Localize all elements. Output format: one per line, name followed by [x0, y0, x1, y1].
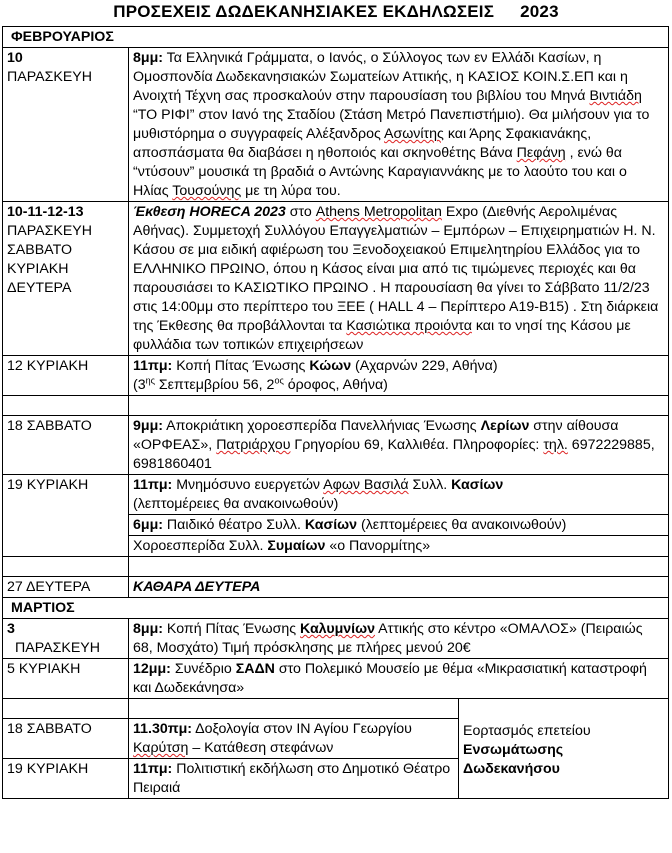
spell-flagged-word: Κασιώτικα προιόντα	[346, 318, 472, 334]
event-text: Γρηγορίου 69, Καλλιθέα. Πληροφορίες:	[290, 437, 544, 453]
spell-flagged-word: Πεφάνη	[516, 145, 566, 161]
event-description	[129, 659, 669, 699]
event-text: – Κατάθεση στεφάνων	[188, 740, 334, 756]
blank-row	[3, 699, 669, 719]
day-name: ΠΑΡΑΣΚΕΥΗ	[7, 69, 92, 85]
event-description	[129, 515, 669, 536]
event-time: 11πμ:	[133, 477, 173, 493]
event-text: στο	[285, 204, 316, 220]
spell-flagged-word: Τουσούνης	[172, 183, 242, 199]
event-row	[3, 202, 669, 356]
empty-cell	[129, 699, 459, 719]
empty-cell	[3, 699, 129, 719]
events-table	[2, 26, 669, 799]
organizer-name: Κώων	[309, 358, 352, 374]
month-row-march	[3, 598, 669, 619]
organizer-name: ΣΑΔΝ	[235, 661, 275, 677]
event-text: στο Πολεμικό Μουσείο με θέμα «Μικρασιατική καταστροφή και Δωδεκάνησα»	[133, 661, 647, 696]
spell-flagged-word: Βιντιάδη	[589, 88, 642, 104]
event-text: στην αίθουσα «ΟΡΦΕΑΣ»,	[133, 418, 619, 453]
event-date	[3, 619, 129, 659]
event-text: Τα Ελληνικά Γράμματα, ο Ιανός, ο Σύλλογος των εν Ελλάδι Κασίων, η Ομοσπονδία Δωδεκανησιακών Σωματείων Αττικής, η ΚΑΣΙΟΣ ΚΟΙΝ.Σ.ΕΠ και η Ανοιχτή Τέχνη σας προσκαλούν στην παρουσίαση του βιβλίου του Μηνά	[133, 50, 628, 104]
spell-flagged-word: Καρύτση	[133, 740, 189, 756]
event-date	[3, 202, 129, 356]
day-name: ΔΕΥΤΕΡΑ	[7, 280, 72, 296]
event-heading: Έκθεση HORECA 2023	[133, 204, 286, 220]
event-text: , ενώ θα “ντύσουν” μουσικά τη βραδιά ο Αντώνης Καραγιαννάκης με το λαούτο του και ο Ηλίας	[133, 145, 627, 199]
event-time: 6μμ:	[133, 517, 163, 533]
day-name: ΠΑΡΑΣΚΕΥΗ	[7, 223, 92, 239]
event-text: Κοπή Πίτας Ένωσης	[172, 358, 310, 374]
page-title	[0, 2, 672, 22]
event-text: Expo (Διεθνής Αερολιμένας Αθήνας). Συμμετοχή Συλλόγου Επαγγελματιών – Εμπόρων – Επιχειρηματιών Η. Ν. Κάσου σε μια ειδική αφιέρωση του Ξενοδοχειακού Επιμελητηρίου Ελλάδος για το ΕΛΛΗΝΙΚΟ ΠΡΩΙΝΟ, όπου η Κάσος είναι μια από τις τιμώμενες περιοχές και θα παρουσιάσει το ΚΑΣΙΩΤΙΚΟ ΠΡΩΙΝΟ . Η παρουσίαση θα γίνει το Σάββατο 11/2/23 στις 14:00μμ στο περίπτερο του ΞΕΕ ( HALL 4 – Περίπτερο Α19-Β15) . Στη διάρκεια της Έκθεσης θα προβάλλονται τα	[133, 204, 659, 334]
event-text: (λεπτομέρειες θα ανακοινωθούν)	[357, 517, 567, 533]
day-name: ΠΑΡΑΣΚΕΥΗ	[15, 640, 100, 656]
event-date: 12 ΚΥΡΙΑΚΗ	[3, 356, 129, 396]
event-time: 12μμ:	[133, 661, 171, 677]
ordinal-suffix: ος	[274, 375, 284, 386]
event-text: (Αχαρνών 229, Αθήνα)	[351, 358, 498, 374]
blank-row	[3, 557, 669, 577]
event-row	[3, 475, 669, 515]
spell-flagged-word: Athens Metropolitan	[315, 204, 442, 220]
anniversary-line: Ενσωμάτωσης	[463, 742, 564, 758]
day-name: ΣΑΒΒΑΤΟ	[7, 242, 73, 258]
event-date: 18 ΣΑΒΒΑΤΟ	[3, 416, 129, 475]
ordinal-suffix: ης	[145, 375, 155, 386]
event-text: Χοροεσπερίδα Συλλ.	[133, 538, 268, 554]
event-text: 6972229885, 6981860401	[133, 437, 655, 472]
anniversary-line: Δωδεκανήσου	[463, 761, 560, 777]
organizer-name: Κασίων	[304, 517, 358, 533]
event-time: 9μμ:	[133, 418, 163, 434]
event-text: Δοξολογία στον ΙΝ Αγίου Γεωργίου	[192, 721, 412, 737]
event-text: (λεπτομέρειες θα ανακοινωθούν)	[133, 496, 339, 512]
event-text: Συλλ.	[408, 477, 452, 493]
event-description	[129, 356, 669, 396]
organizer-name: Συμαίων	[267, 538, 326, 554]
empty-cell	[129, 396, 669, 416]
event-date: 5 ΚΥΡΙΑΚΗ	[3, 659, 129, 699]
day-range: 10-11-12-13	[7, 204, 84, 220]
event-row	[3, 659, 669, 699]
event-date: 19 ΚΥΡΙΑΚΗ	[3, 475, 129, 557]
event-date: 27 ΔΕΥΤΕΡΑ	[3, 577, 129, 598]
event-date	[3, 48, 129, 202]
event-row	[3, 619, 669, 659]
spell-flagged-word: τηλ.	[543, 437, 568, 453]
event-text: (3	[133, 377, 146, 393]
spell-flagged-word: Αφων Βασιλά	[323, 477, 409, 493]
event-description	[129, 536, 669, 557]
day-number: 3	[7, 621, 15, 637]
event-time: 11.30πμ:	[133, 721, 192, 737]
event-time: 11πμ:	[133, 761, 173, 777]
event-description: ΚΑΘΑΡΑ ΔΕΥΤΕΡΑ	[129, 577, 669, 598]
event-description	[129, 202, 669, 356]
event-row	[3, 48, 669, 202]
empty-cell	[3, 557, 129, 577]
event-text: Πολιτιστική εκδήλωση στο Δημοτικό Θέατρο Πειραιά	[133, 761, 451, 796]
event-date: 18 ΣΑΒΒΑΤΟ	[3, 719, 129, 759]
organizer-name: Λερίων	[480, 418, 530, 434]
event-date: 19 ΚΥΡΙΑΚΗ	[3, 759, 129, 799]
event-text: και το νησί της Κάσου με φυλλάδια των τοπικών επιχειρήσεων	[133, 318, 631, 353]
title-text: ΠΡΟΣΕΧΕΙΣ ΔΩΔΕΚΑΝΗΣΙΑΚΕΣ ΕΚΔΗΛΩΣΕΙΣ	[113, 2, 495, 21]
events-document	[2, 26, 668, 799]
anniversary-note	[459, 699, 669, 799]
organizer-name: Κασίων	[451, 477, 504, 493]
blank-row	[3, 396, 669, 416]
spell-flagged-word: Πατριάρχου	[216, 437, 291, 453]
event-description	[129, 619, 669, 659]
event-time: 11πμ:	[133, 358, 173, 374]
event-description	[129, 719, 459, 759]
event-text: Παιδικό θέατρο Συλλ.	[162, 517, 305, 533]
month-label-february: ΦΕΒΡΟΥΑΡΙΟΣ	[3, 27, 669, 48]
spell-flagged-word: Ασωνίτης	[384, 126, 444, 142]
event-text: Σεπτεμβρίου 56, 2	[154, 377, 275, 393]
event-description	[129, 759, 459, 799]
day-number: 10	[7, 50, 23, 66]
event-text: όροφος, Αθήνα)	[283, 377, 388, 393]
event-text: Αποκριάτικη χοροεσπερίδα Πανελλήνιας Ένωσης	[162, 418, 481, 434]
event-text: Συνέδριο	[170, 661, 236, 677]
title-year: 2023	[520, 2, 559, 21]
empty-cell	[3, 396, 129, 416]
event-time: 8μμ:	[133, 50, 163, 66]
month-row-february	[3, 27, 669, 48]
event-row	[3, 416, 669, 475]
organizer-name: Καλυμνίων	[300, 621, 375, 637]
event-description	[129, 48, 669, 202]
event-text: “ΤΟ ΡΙΦΙ” στον Ιανό της Σταδίου (Στάση Μετρό Πανεπιστήμιο). Θα μιλήσουν για το μυθιστόρημα ο συγγραφείς Αλέξανδρος	[133, 107, 650, 142]
event-description	[129, 416, 669, 475]
event-text: «ο Πανορμίτης»	[325, 538, 431, 554]
event-text: Κοπή Πίτας Ένωσης	[162, 621, 301, 637]
event-row	[3, 356, 669, 396]
month-label-march: ΜΑΡΤΙΟΣ	[3, 598, 669, 619]
event-time: 8μμ:	[133, 621, 163, 637]
event-text: Μνημόσυνο ευεργετών	[172, 477, 324, 493]
event-description	[129, 475, 669, 515]
spacer	[463, 700, 664, 720]
event-text: και Άρης Σφακιανάκης, αποσπάσματα θα διαβάσει η ηθοποιός και σκηνοθέτης Βάνα	[133, 126, 592, 161]
event-text: με τη λύρα του.	[241, 183, 341, 199]
event-text: Αττικής στο κέντρο «ΟΜΑΛΟΣ» (Πειραιώς 68, Μοσχάτο) Τιμή πρόσκλησης με πλήρες μενού 20€	[133, 621, 643, 656]
event-row	[3, 577, 669, 598]
empty-cell	[129, 557, 669, 577]
anniversary-line: Εορτασμός επετείου	[463, 723, 591, 739]
day-name: ΚΥΡΙΑΚΗ	[7, 261, 69, 277]
